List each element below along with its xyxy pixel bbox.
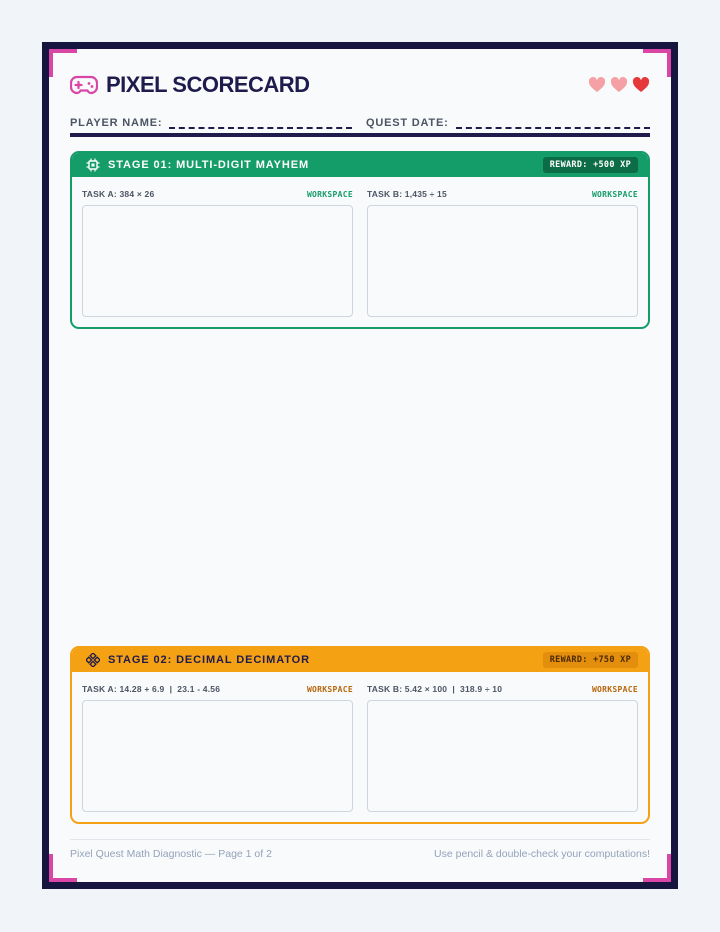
player-name-field[interactable] <box>70 107 366 129</box>
task-label: TASK B: 5.42 × 100 | 318.9 ÷ 10 <box>367 684 503 694</box>
gamepad-icon <box>70 74 98 96</box>
footer <box>70 839 650 860</box>
task-row <box>82 682 638 812</box>
header-divider <box>70 133 650 137</box>
quest-date-field[interactable] <box>366 107 650 129</box>
stage-header <box>72 153 648 177</box>
task-a <box>82 187 353 317</box>
page-title: PIXEL SCORECARD <box>106 72 310 97</box>
reward-badge: REWARD: +750 XP <box>543 652 638 668</box>
info-fields <box>70 107 650 129</box>
task-label: TASK A: 384 × 26 <box>82 189 155 199</box>
workspace-label: WORKSPACE <box>306 189 353 199</box>
player-name-line[interactable] <box>169 113 352 129</box>
dpad-icon <box>86 653 100 667</box>
workspace-box[interactable] <box>367 205 638 317</box>
quest-date-label: QUEST DATE: <box>366 117 449 129</box>
task-b <box>367 187 638 317</box>
stage-title: STAGE 02: DECIMAL DECIMATOR <box>108 654 310 666</box>
lives-hearts <box>588 77 650 93</box>
stage-card-1 <box>70 151 650 329</box>
task-header <box>367 187 638 201</box>
heart-icon <box>610 77 628 93</box>
task-label: TASK A: 14.28 + 6.9 | 23.1 - 4.56 <box>82 684 221 694</box>
task-header <box>82 682 353 696</box>
task-a <box>82 682 353 812</box>
worksheet-inner <box>49 49 671 882</box>
workspace-label: WORKSPACE <box>306 684 353 694</box>
task-header <box>82 187 353 201</box>
workspace-box[interactable] <box>82 205 353 317</box>
task-label: TASK B: 1,435 ÷ 15 <box>367 189 447 199</box>
task-b <box>367 682 638 812</box>
workspace-box[interactable] <box>367 700 638 812</box>
task-header <box>367 682 638 696</box>
workspace-label: WORKSPACE <box>591 189 638 199</box>
header <box>70 72 650 98</box>
footer-right-text: Use pencil & double-check your computations! <box>434 848 650 860</box>
workspace-label: WORKSPACE <box>591 684 638 694</box>
footer-left-text: Pixel Quest Math Diagnostic — Page 1 of 2 <box>70 848 272 860</box>
heart-icon <box>588 77 606 93</box>
reward-badge: REWARD: +500 XP <box>543 157 638 173</box>
worksheet-page <box>42 42 678 889</box>
heart-icon <box>632 77 650 93</box>
cpu-chip-icon <box>86 158 100 172</box>
stage-title: STAGE 01: MULTI-DIGIT MAYHEM <box>108 159 310 171</box>
quest-date-line[interactable] <box>456 113 650 129</box>
workspace-box[interactable] <box>82 700 353 812</box>
stage-card-2 <box>70 646 650 824</box>
stage-header <box>72 648 648 672</box>
task-row <box>82 187 638 317</box>
player-name-label: PLAYER NAME: <box>70 117 163 129</box>
